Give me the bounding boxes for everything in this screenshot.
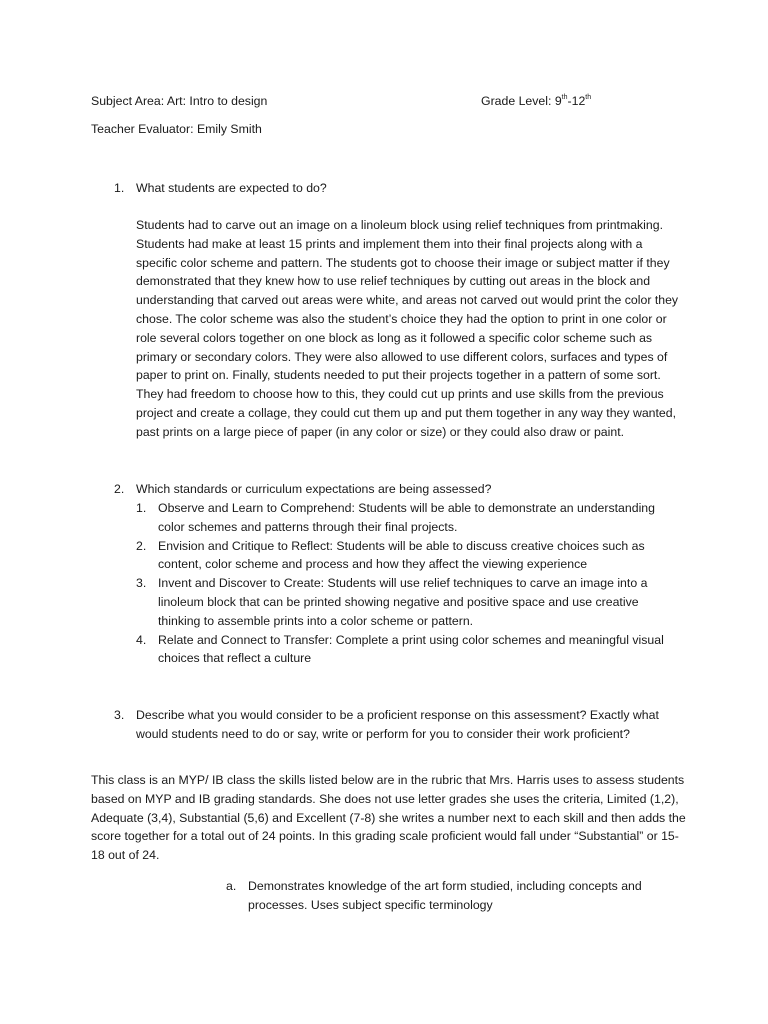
standard-text: Invent and Discover to Create: Students will use relief techniques to carve an image into a linoleum block that can be printed showing negative and positive space and use creative thinking to assemble prints into a color scheme or pattern.: [158, 576, 648, 628]
teacher-evaluator: Teacher Evaluator: Emily Smith: [91, 122, 262, 136]
grading-paragraph: This class is an MYP/ IB class the skills listed below are in the rubric that Mrs. Harris uses to assess students based on MYP and IB grading standards. She does not use letter grades she uses the criteria, Limited (1,2), Adequate (3,4), Substantial (5,6) and Excellent (7-8) she writes a number next to each skill and then adds the score together for a total out of 24 points. In this grading scale proficient would fall under “Substantial” or 15-18 out of 24.: [91, 773, 686, 863]
question-1-number: 1.: [114, 181, 125, 195]
question-3-number: 3.: [114, 708, 125, 722]
question-2-number: 2.: [114, 482, 125, 496]
question-3: [114, 706, 694, 744]
subject-area: Subject Area: Art: Intro to design: [91, 94, 268, 108]
grade-middle: -12: [567, 94, 586, 108]
criteria-letter: a.: [226, 879, 237, 893]
standard-number: 4.: [136, 632, 147, 647]
criteria-text: Demonstrates knowledge of the art form studied, including concepts and processes. Uses subject specific terminology: [248, 879, 642, 912]
question-1: [114, 179, 694, 198]
standard-number: 2.: [136, 538, 147, 553]
grade-superscript-1: th: [561, 94, 568, 101]
standard-item: [136, 499, 682, 537]
standard-text: Relate and Connect to Transfer: Complete a print using color schemes and meaningful visual choices that reflect a culture: [158, 632, 664, 666]
question-1-answer: Students had to carve out an image on a linoleum block using relief techniques from printmaking. Students had make at least 15 prints and implement them into their final projects along with a specific color scheme and pattern. The students got to choose their image or subject matter if they demonstrated that they knew how to use relief techniques by cutting out areas in the block and understanding that carved out areas were white, and areas not carved out would print the color they chose. The color scheme was also the student’s choice they had the option to print in one color or role several colors together on one block as long as it followed a specific color scheme such as primary or secondary colors. They were also allowed to use different colors, surfaces and types of paper to print on. Finally, students needed to put their projects together in a pattern of some sort. They had freedom to choose how to this, they could cut up prints and use skills from the previous project and create a collage, they could cut them up and put them together in any way they wanted, past prints on a large piece of paper (in any color or size) or they could also draw or paint.: [136, 218, 679, 439]
grade-level: [481, 92, 591, 111]
standard-number: 3.: [136, 576, 147, 591]
question-2: [114, 480, 694, 499]
criteria-item: [226, 877, 696, 915]
header-row: [91, 92, 691, 112]
grade-prefix: Grade Level: 9: [481, 94, 562, 108]
standard-text: Observe and Learn to Comprehend: Students will be able to demonstrate an understanding color schemes and patterns through their final projects.: [158, 501, 655, 534]
standard-item: [136, 537, 682, 575]
standards-list: [136, 499, 682, 668]
standard-text: Envision and Critique to Reflect: Students will be able to discuss creative choices such as content, color scheme and process and how they affect the viewing experience: [158, 538, 645, 572]
standard-number: 1.: [136, 501, 147, 515]
question-1-text: What students are expected to do?: [136, 181, 327, 195]
question-2-text: Which standards or curriculum expectations are being assessed?: [136, 482, 492, 496]
question-3-text: Describe what you would consider to be a proficient response on this assessment? Exactly what would students need to do or say, write or perform for you to consider their work proficient?: [136, 708, 659, 741]
standard-item: [136, 631, 682, 669]
grade-superscript-2: th: [585, 94, 592, 101]
standard-item: [136, 574, 682, 630]
